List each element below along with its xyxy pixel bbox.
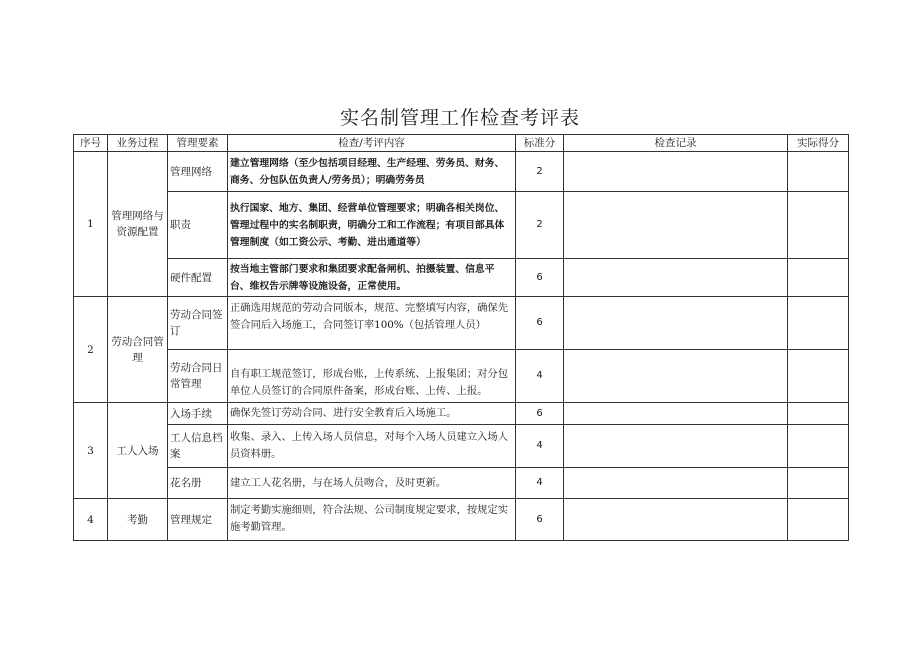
row-element: 管理网络 [168, 152, 228, 192]
row-score: 6 [516, 499, 564, 541]
row-actual-score-cell[interactable] [788, 499, 849, 541]
row-content: 收集、录入、上传入场人员信息，对每个入场人员建立入场人员资料册。 [228, 425, 516, 468]
row-element: 花名册 [168, 468, 228, 499]
row-element: 劳动合同日常管理 [168, 350, 228, 403]
table-row [74, 499, 849, 541]
header-element: 管理要素 [168, 135, 228, 152]
header-row [74, 135, 849, 152]
row-process: 工人入场 [108, 403, 168, 499]
row-actual-score-cell[interactable] [788, 350, 849, 403]
row-score: 2 [516, 152, 564, 192]
header-process: 业务过程 [108, 135, 168, 152]
row-content: 确保先签订劳动合同、进行安全教育后入场施工。 [228, 403, 516, 425]
row-actual-score-cell[interactable] [788, 468, 849, 499]
row-record-cell[interactable] [564, 468, 788, 499]
row-score: 6 [516, 259, 564, 297]
row-actual-score-cell[interactable] [788, 152, 849, 192]
row-score: 6 [516, 297, 564, 350]
inspection-table [73, 134, 849, 541]
row-no: 4 [74, 499, 108, 541]
row-content: 制定考勤实施细则，符合法规、公司制度规定要求，按规定实施考勤管理。 [228, 499, 516, 541]
row-record-cell[interactable] [564, 403, 788, 425]
row-content: 建立管理网络（至少包括项目经理、生产经理、劳务员、财务、商务、分包队伍负责人/劳务员）；明确劳务员 [228, 152, 516, 192]
row-record-cell[interactable] [564, 350, 788, 403]
table-row [74, 192, 849, 259]
table-row [74, 425, 849, 468]
row-content: 正确选用规范的劳动合同版本，规范、完整填写内容，确保先签合同后入场施工，合同签订率100%（包括管理人员） [228, 297, 516, 350]
table-row [74, 259, 849, 297]
row-content: 按当地主管部门要求和集团要求配备闸机、拍摄装置、信息平台、维权告示牌等设施设备，正常使用。 [228, 259, 516, 297]
row-actual-score-cell[interactable] [788, 425, 849, 468]
table-row [74, 297, 849, 350]
table-row [74, 468, 849, 499]
row-record-cell[interactable] [564, 425, 788, 468]
row-element: 管理规定 [168, 499, 228, 541]
header-no: 序号 [74, 135, 108, 152]
page-title: 实名制管理工作检查考评表 [339, 107, 580, 129]
row-no: 3 [74, 403, 108, 499]
row-actual-score-cell[interactable] [788, 297, 849, 350]
row-content: 执行国家、地方、集团、经营单位管理要求；明确各相关岗位、管理过程中的实名制职责，明确分工和工作流程；有项目部具体管理制度（如工资公示、考勤、进出通道等） [228, 192, 516, 259]
row-actual-score-cell[interactable] [788, 403, 849, 425]
row-record-cell[interactable] [564, 152, 788, 192]
row-element: 工人信息档案 [168, 425, 228, 468]
header-content: 检查/考评内容 [228, 135, 516, 152]
row-score: 6 [516, 403, 564, 425]
row-element: 硬件配置 [168, 259, 228, 297]
row-element: 职责 [168, 192, 228, 259]
table-row [74, 350, 849, 403]
row-record-cell[interactable] [564, 259, 788, 297]
row-no: 2 [74, 297, 108, 403]
row-process: 劳动合同管理 [108, 297, 168, 403]
row-no: 1 [74, 152, 108, 297]
row-actual-score-cell[interactable] [788, 192, 849, 259]
row-score: 4 [516, 468, 564, 499]
row-record-cell[interactable] [564, 297, 788, 350]
row-content: 建立工人花名册，与在场人员吻合，及时更新。 [228, 468, 516, 499]
row-score: 4 [516, 350, 564, 403]
row-score: 4 [516, 425, 564, 468]
row-record-cell[interactable] [564, 192, 788, 259]
table-row [74, 152, 849, 192]
row-process: 考勤 [108, 499, 168, 541]
header-record: 检查记录 [564, 135, 788, 152]
header-standard-score: 标准分 [516, 135, 564, 152]
row-score: 2 [516, 192, 564, 259]
row-element: 劳动合同签订 [168, 297, 228, 350]
row-content: 自有职工规范签订，形成台账，上传系统、上报集团；对分包单位人员签订的合同原件备案，形成台账、上传、上报。 [228, 350, 516, 403]
row-actual-score-cell[interactable] [788, 259, 849, 297]
table-row [74, 403, 849, 425]
row-record-cell[interactable] [564, 499, 788, 541]
row-element: 入场手续 [168, 403, 228, 425]
row-process: 管理网络与资源配置 [108, 152, 168, 297]
header-actual-score: 实际得分 [788, 135, 849, 152]
